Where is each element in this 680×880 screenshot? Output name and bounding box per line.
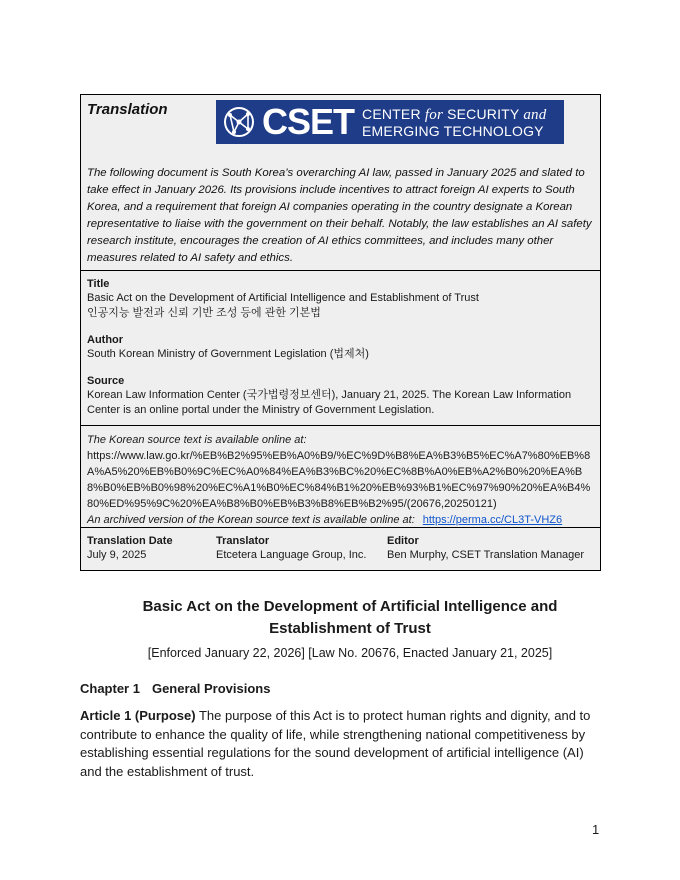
editor-column	[387, 534, 584, 563]
author-label: Author	[87, 334, 124, 346]
translation-header-section	[81, 95, 600, 271]
author-value: South Korean Ministry of Government Legislation (법제처)	[87, 348, 369, 360]
document-title: Basic Act on the Development of Artificial Intelligence and Establishment of Trust	[142, 598, 558, 637]
translation-label: Translation	[87, 101, 168, 118]
date-label: Translation Date	[87, 535, 173, 547]
chapter-title: General Provisions	[151, 681, 271, 696]
editor-label: Editor	[387, 535, 419, 547]
source-intro: The Korean source text is available online at:	[87, 434, 307, 446]
source-url[interactable]: https://www.law.go.kr/%EB%B2%95%EB%A0%B9/%EC%9D%B8%EA%B3%B5%EC%A7%80%EB%8A%A5%20%EB%B0%9C%EC%A0%84%EA%B3%BC%20%EC%8B%A0%EB%A2%B0%20%EA%B8%B0%EB%B0%98%20%EC%A1%B0%EC%84%B1%20%EB%93%B1%EC%97%90%20%EA%B4%80%ED%95%9C%20%EA%B8%B0%EB%B3%B8%EB%B2%95/(20676,20250121)	[87, 450, 591, 510]
chapter-number: Chapter 1	[80, 681, 140, 696]
article-label: Article 1 (Purpose)	[80, 708, 196, 723]
archived-link[interactable]: https://perma.cc/CL3T-VHZ6	[422, 514, 563, 526]
cset-logo	[216, 100, 564, 144]
enforcement-line: [Enforced January 22, 2026] [Law No. 20676, Enacted January 21, 2025]	[147, 646, 553, 660]
translation-date-column	[87, 534, 173, 563]
archived-intro: An archived version of the Korean source text is available online at:	[87, 514, 415, 526]
page-number: 1	[592, 822, 600, 837]
source-text-section	[81, 426, 600, 528]
title-english: Basic Act on the Development of Artificial Intelligence and Establishment of Trust	[87, 292, 479, 304]
credits-section	[81, 528, 600, 570]
translator-column	[216, 534, 366, 563]
source-label: Source	[87, 375, 125, 387]
translator-label: Translator	[216, 535, 270, 547]
article-1	[80, 707, 602, 781]
translation-info-box	[80, 94, 601, 571]
intro-paragraph: The following document is South Korea’s overarching AI law, passed in January 2025 and slated to take effect in January 2026. Its provisions include incentives to attract foreign AI experts to South Korea, and a requirement that foreign AI companies operating in the country designate a Korean representative to liaise with the government on their behalf. Notably, the law establishes an AI safety research institute, encourages the creation of AI ethics committees, and includes many other measures related to AI safety and ethics.	[87, 167, 592, 264]
metadata-section	[81, 271, 600, 426]
translator-value: Etcetera Language Group, Inc.	[216, 549, 367, 561]
title-label: Title	[87, 278, 110, 290]
article-text: The purpose of this Act is to protect human rights and dignity, and to contribute to enhance the quality of life, while strengthening national competitiveness by establishing essential regulations for the sound development of artificial intelligence (AI) and the establishment of trust.	[80, 708, 591, 779]
source-value: Korean Law Information Center (국가법령정보센터), January 21, 2025. The Korean Law Information Center is an online portal under the Ministry of Government Legislation.	[87, 389, 572, 416]
logo-wordmark: CENTER for SECURITY and EMERGING TECHNOLOGY	[362, 105, 547, 139]
globe-network-icon	[222, 105, 256, 139]
chapter-heading	[80, 681, 270, 696]
title-korean: 인공지능 발전과 신뢰 기반 조성 등에 관한 기본법	[87, 307, 321, 319]
date-value: July 9, 2025	[87, 549, 147, 561]
editor-value: Ben Murphy, CSET Translation Manager	[387, 549, 585, 561]
logo-acronym: CSET	[262, 101, 355, 142]
